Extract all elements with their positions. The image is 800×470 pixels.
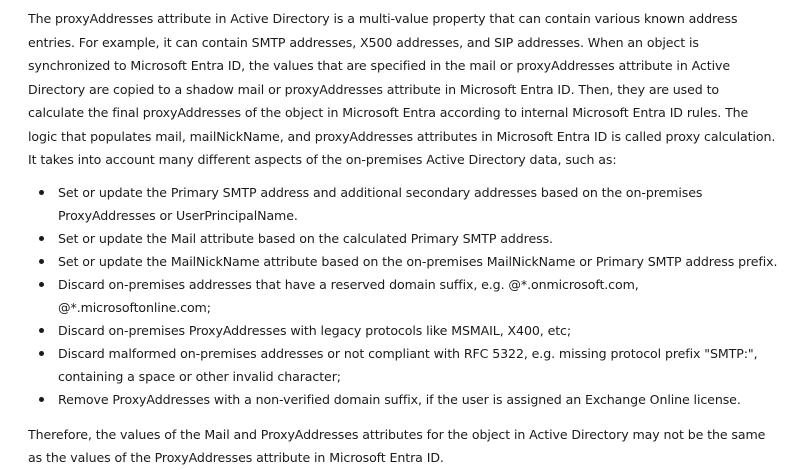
- proxy-calculation-list: [28, 181, 778, 411]
- list-item: [28, 319, 778, 342]
- list-item: [28, 250, 778, 273]
- conclusion-paragraph: Therefore, the values of the Mail and ProxyAddresses attributes for the object in Active Directory may not be the same as the values of the ProxyAddresses attribute in Microsoft Entra ID.: [28, 426, 766, 465]
- list-item: [28, 342, 778, 388]
- list-item: [28, 273, 778, 319]
- list-item-text: Discard on-premises ProxyAddresses with legacy protocols like MSMAIL, X400, etc;: [58, 322, 572, 338]
- bullet-icon: [39, 397, 44, 402]
- bullet-icon: [39, 259, 44, 264]
- bullet-icon: [39, 351, 44, 356]
- bullet-icon: [39, 190, 44, 195]
- bullet-icon: [39, 328, 44, 333]
- list-item-text: Discard on-premises addresses that have a reserved domain suffix, e.g. @*.onmicrosoft.com, @*.microsoftonline.com;: [58, 276, 639, 315]
- bullet-icon: [39, 236, 44, 241]
- list-item-text: Set or update the Primary SMTP address and additional secondary addresses based on the on-premises ProxyAddresses or UserPrincipalName.: [58, 184, 703, 223]
- intro-paragraph: The proxyAddresses attribute in Active Directory is a multi-value property that can contain various known address entries. For example, it can contain SMTP addresses, X500 addresses, and SIP addresses. When an object is synchronized to Microsoft Entra ID, the values that are specified in the mail or proxyAddresses attribute in Active Directory are copied to a shadow mail or proxyAddresses attribute in Microsoft Entra ID. Then, they are used to calculate the final proxyAddresses of the object in Microsoft Entra according to internal Microsoft Entra ID rules. The logic that populates mail, mailNickName, and proxyAddresses attributes in Microsoft Entra ID is called proxy calculation. It takes into account many different aspects of the on-premises Active Directory data, such as:: [28, 11, 776, 167]
- bullet-icon: [39, 282, 44, 287]
- list-item: [28, 227, 778, 250]
- list-item-text: Discard malformed on-premises addresses or not compliant with RFC 5322, e.g. missing protocol prefix "SMTP:", containing a space or other invalid character;: [58, 345, 758, 384]
- list-item-text: Set or update the MailNickName attribute based on the on-premises MailNickName or Primary SMTP address prefix.: [58, 253, 778, 269]
- list-item-text: Remove ProxyAddresses with a non-verified domain suffix, if the user is assigned an Exchange Online license.: [58, 391, 741, 407]
- list-item: [28, 388, 778, 411]
- list-item-text: Set or update the Mail attribute based on the calculated Primary SMTP address.: [58, 230, 553, 246]
- list-item: [28, 181, 778, 227]
